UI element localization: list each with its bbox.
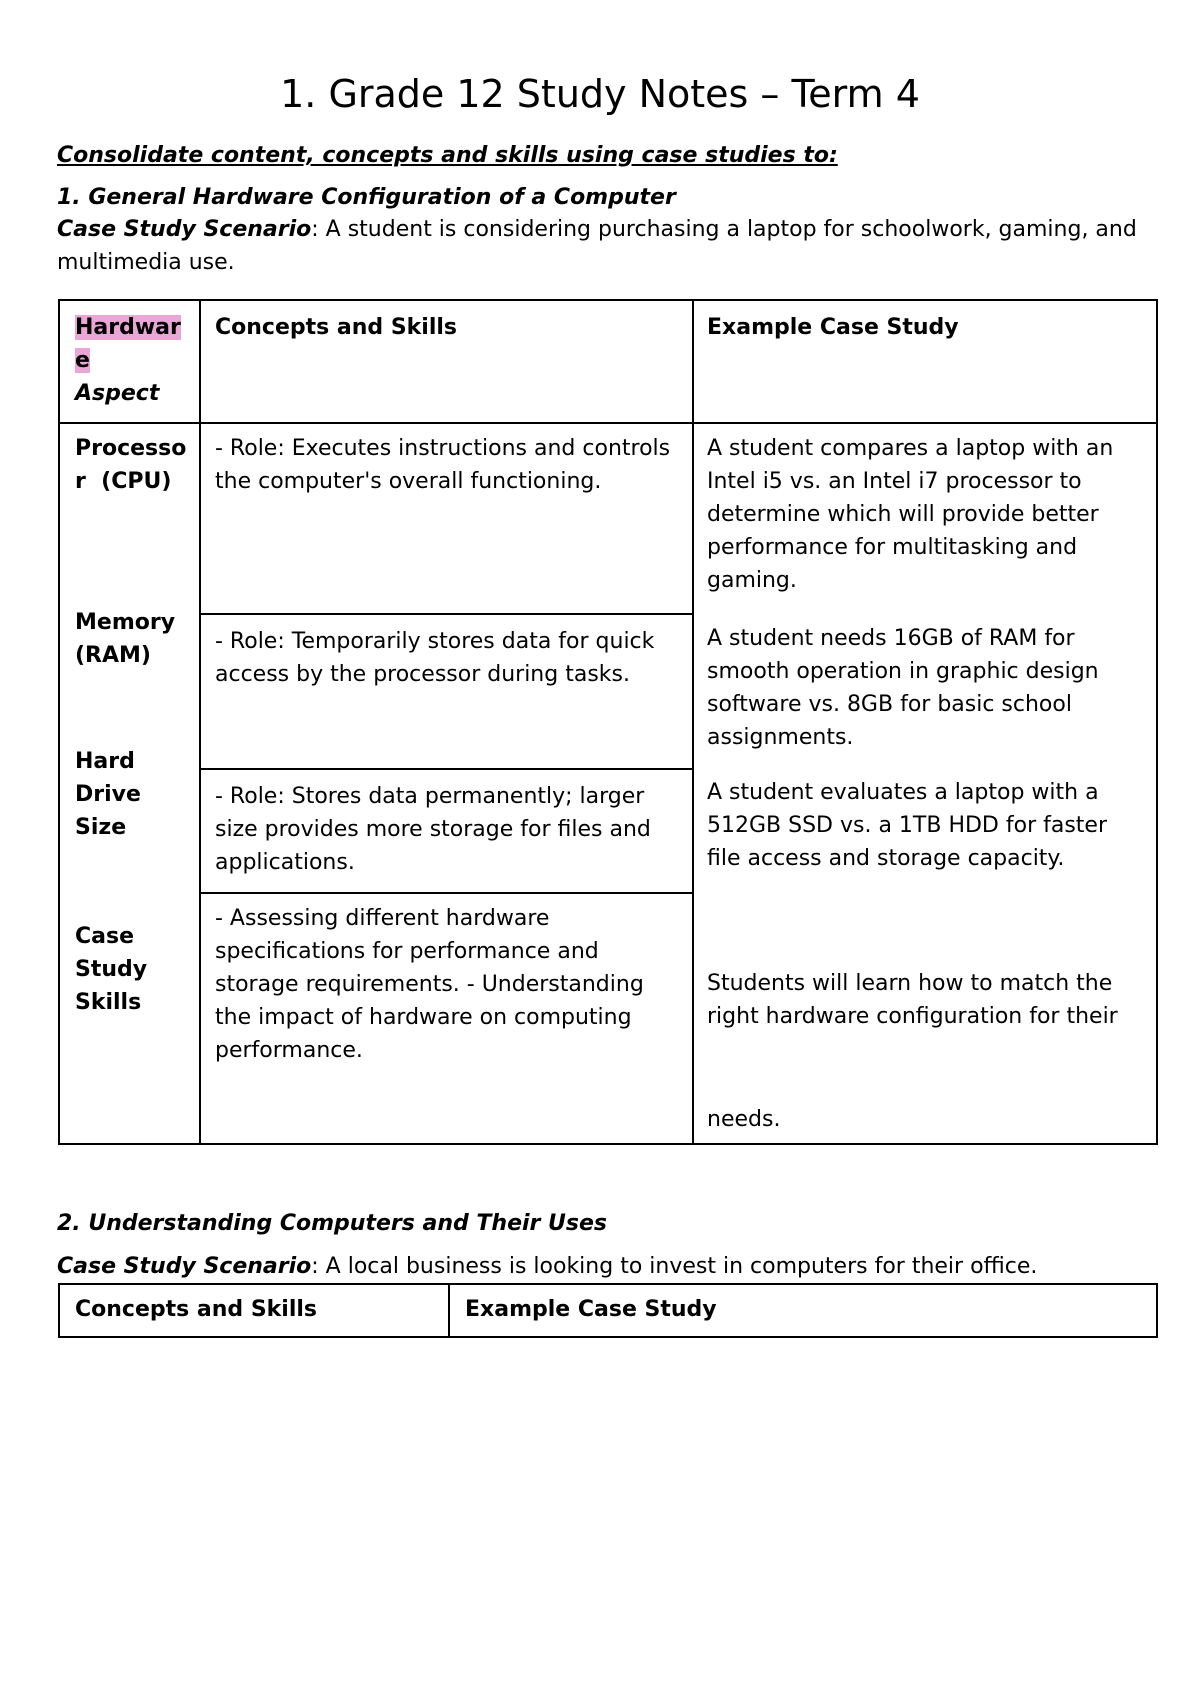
scenario-text: : A student is considering purchasing a laptop for schoolwork, gaming, and multimedia use. [57,217,1137,275]
table1-border-top [58,299,1158,301]
table2-border-right [1156,1283,1158,1338]
section-2-scenario [57,1250,1157,1283]
scenario-2-label: Case Study Scenario [57,1254,312,1279]
table2-header-concepts: Concepts and Skills [75,1297,318,1322]
aspect-memory-line-1: Memory [75,610,176,635]
header-aspect-line-2: e [75,348,90,373]
table1-border-bottom [58,1143,1158,1145]
example-memory: A student needs 16GB of RAM for smooth operation in graphic design software vs. 8GB for basic school assignments. [707,626,1099,750]
aspect-skills-line-3: Skills [75,990,142,1015]
table1-col-divider-1 [199,299,201,1145]
header-example-case-study: Example Case Study [707,315,959,340]
aspect-skills-line-2: Study [75,957,148,982]
section-1-heading: 1. General Hardware Configuration of a Computer [57,185,676,210]
aspect-processor-line-2: r (CPU) [75,469,172,494]
table1-header-divider [58,422,1158,424]
header-concepts-skills: Concepts and Skills [215,315,458,340]
aspect-memory-line-2: (RAM) [75,643,151,668]
page-title: 1. Grade 12 Study Notes – Term 4 [280,72,920,116]
table1-col-divider-2 [692,299,694,1145]
table2-border-top [58,1283,1158,1285]
table1-row-divider-1 [199,613,694,615]
header-hardware-aspect [75,311,193,410]
example-processor: A student compares a laptop with an Intel i5 vs. an Intel i7 processor to determine which will provide better performance for multitasking and gaming. [707,436,1114,593]
table2-col-divider [448,1283,450,1338]
section-1-scenario [57,213,1157,279]
table1-row-divider-2 [199,768,694,770]
concept-processor: - Role: Executes instructions and controls the computer's overall functioning. [215,436,671,494]
aspect-hard-drive [75,745,141,844]
aspect-processor [75,432,186,498]
concept-memory: - Role: Temporarily stores data for quick access by the processor during tasks. [215,629,655,687]
section-2-heading: 2. Understanding Computers and Their Uses [57,1211,608,1236]
header-aspect-line-3: Aspect [75,381,160,406]
example-drive: A student evaluates a laptop with a 512GB SSD vs. a 1TB HDD for faster file access and storage capacity. [707,780,1108,871]
subheading: Consolidate content, concepts and skills using case studies to: [57,143,838,168]
table2-border-left [58,1283,60,1338]
aspect-drive-line-1: Hard [75,749,135,774]
aspect-skills-line-1: Case [75,924,135,949]
aspect-drive-line-2: Drive [75,782,141,807]
scenario-label: Case Study Scenario [57,217,312,242]
example-skills-end: needs. [707,1107,781,1132]
concept-skills: - Assessing different hardware specifications for performance and storage requirements. - Understanding the impact of hardware on computing performance. [215,906,644,1063]
concept-drive: - Role: Stores data permanently; larger size provides more storage for files and applications. [215,784,651,875]
scenario-2-text: : A local business is looking to invest in computers for their office. [311,1254,1038,1279]
example-skills: Students will learn how to match the right hardware configuration for their [707,971,1118,1029]
table1-border-left [58,299,60,1145]
aspect-memory [75,606,175,672]
aspect-drive-line-3: Size [75,815,127,840]
table2-header-example: Example Case Study [465,1297,717,1322]
table1-row-divider-3 [199,892,694,894]
aspect-processor-line-1: Processo [75,436,187,461]
aspect-case-study-skills [75,920,147,1019]
table1-border-right [1156,299,1158,1145]
header-aspect-line-1: Hardwar [75,315,181,340]
table2-border-bottom [58,1336,1158,1338]
